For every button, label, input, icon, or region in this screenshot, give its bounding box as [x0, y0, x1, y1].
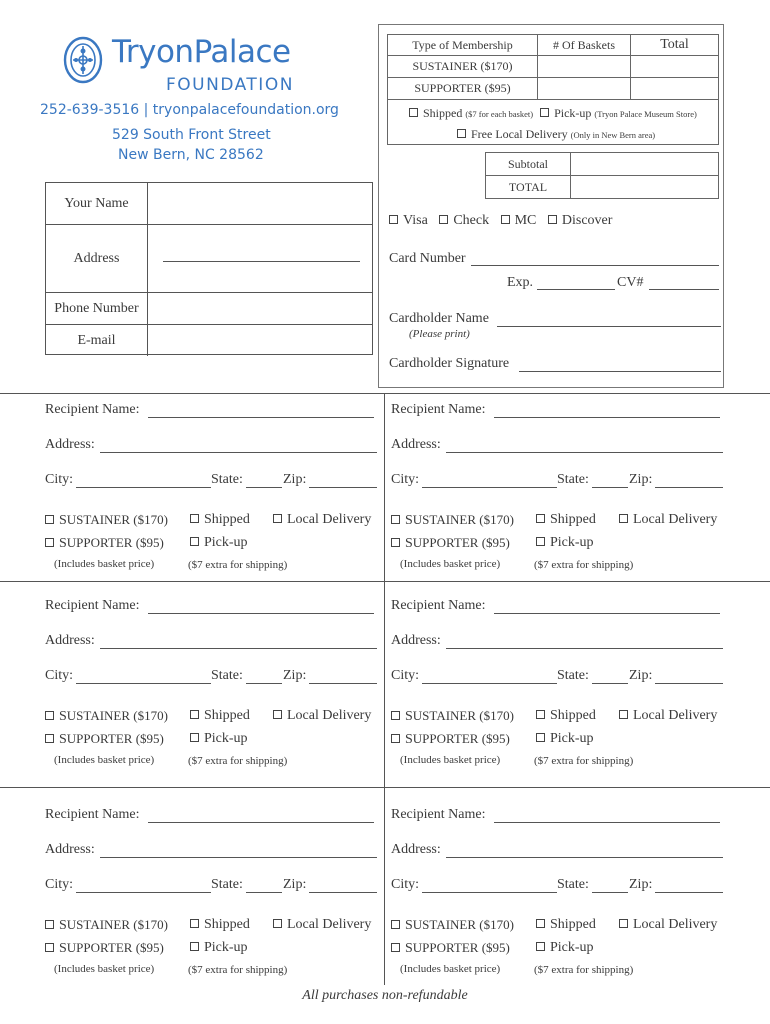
recipient-shipped-option[interactable]: Shipped — [190, 512, 250, 528]
recipient-sustainer-option[interactable]: SUSTAINER ($170) — [45, 917, 168, 934]
recipient-city-line[interactable] — [422, 487, 557, 488]
supporter-checkbox[interactable] — [391, 734, 400, 743]
pickup-checkbox[interactable] — [190, 733, 199, 742]
recipient-city-label: City: — [45, 877, 74, 892]
customer-info-table — [45, 182, 373, 355]
local-delivery-checkbox[interactable] — [273, 514, 282, 523]
divider-vertical-1 — [384, 393, 385, 793]
supporter-checkbox[interactable] — [45, 943, 54, 952]
recipient-address-line[interactable] — [446, 452, 723, 453]
recipient-zip-label: Zip: — [629, 472, 653, 487]
signature-line[interactable] — [519, 371, 721, 372]
cardholder-name-line[interactable] — [497, 326, 721, 327]
includes-basket-note: (Includes basket price) — [54, 754, 155, 766]
includes-basket-note: (Includes basket price) — [400, 754, 501, 766]
shipped-checkbox[interactable] — [409, 108, 418, 117]
visa-label: Visa — [403, 213, 428, 228]
pickup-checkbox[interactable] — [536, 942, 545, 951]
recipient-name-line[interactable] — [494, 613, 720, 614]
recipient-pickup-option[interactable]: Pick-up — [190, 535, 248, 551]
recipient-shipped-option[interactable]: Shipped — [190, 708, 250, 724]
supporter-total-field[interactable] — [630, 77, 719, 100]
contact-phone-web: 252-639-3516 | tryonpalacefoundation.org — [40, 102, 339, 118]
local-delivery-checkbox[interactable] — [619, 514, 628, 523]
recipient-shipped-option[interactable]: Shipped — [536, 512, 596, 528]
address-label: Address — [46, 225, 148, 292]
recipient-address-label: Address: — [391, 842, 441, 857]
visa-checkbox[interactable] — [389, 215, 398, 224]
card-number-line[interactable] — [471, 265, 719, 266]
recipient-state-line[interactable] — [246, 892, 282, 893]
recipient-address-label: Address: — [45, 437, 95, 452]
check-label: Check — [453, 213, 490, 228]
info-row-email[interactable] — [46, 325, 372, 356]
exp-line[interactable] — [537, 289, 615, 290]
recipient-state-label: State: — [211, 877, 243, 892]
recipient-state-label: State: — [557, 668, 589, 683]
brand-name: TryonPalace — [112, 34, 291, 70]
sustainer-total-field[interactable] — [630, 55, 719, 78]
sustainer-baskets-field[interactable] — [537, 55, 631, 78]
brand-subtitle: FOUNDATION — [166, 75, 294, 95]
shipped-checkbox[interactable] — [190, 710, 199, 719]
local-delivery-checkbox[interactable] — [273, 919, 282, 928]
recipient-city-label: City: — [391, 472, 420, 487]
row-sustainer: SUSTAINER ($170) — [387, 55, 538, 78]
recipient-name-label: Recipient Name: — [45, 598, 140, 613]
recipient-address-line[interactable] — [446, 648, 723, 649]
recipient-state-line[interactable] — [592, 892, 628, 893]
recipient-shipped-option[interactable]: Shipped — [536, 917, 596, 933]
check-checkbox[interactable] — [439, 215, 448, 224]
recipient-pickup-option[interactable]: Pick-up — [536, 940, 594, 956]
shipped-checkbox[interactable] — [536, 710, 545, 719]
sustainer-checkbox[interactable] — [45, 920, 54, 929]
recipient-zip-label: Zip: — [283, 472, 307, 487]
payment-type-options — [389, 213, 612, 229]
recipient-address-label: Address: — [391, 437, 441, 452]
divider-2 — [0, 787, 770, 788]
recipient-supporter-option[interactable]: SUPPORTER ($95) — [45, 940, 164, 957]
recipient-state-label: State: — [211, 472, 243, 487]
footer-note: All purchases non-refundable — [302, 988, 468, 1003]
sustainer-checkbox[interactable] — [391, 515, 400, 524]
recipient-state-line[interactable] — [592, 683, 628, 684]
recipient-local-delivery-option[interactable]: Local Delivery — [273, 917, 371, 933]
discover-label: Discover — [561, 213, 613, 228]
name-label: Your Name — [46, 183, 148, 224]
shipped-option[interactable]: Shipped ($7 for each basket) Pick-up (Tryon Palace Museum Store) — [409, 106, 697, 121]
recipient-city-line[interactable] — [422, 683, 557, 684]
info-row-address[interactable] — [46, 225, 372, 293]
cardholder-name-label: Cardholder Name — [389, 311, 489, 326]
supporter-baskets-field[interactable] — [537, 77, 631, 100]
recipient-supporter-option[interactable]: SUPPORTER ($95) — [45, 731, 164, 748]
col-total: Total — [630, 34, 719, 56]
shipped-checkbox[interactable] — [536, 514, 545, 523]
recipient-address-line[interactable] — [100, 857, 377, 858]
sustainer-checkbox[interactable] — [45, 515, 54, 524]
divider-top — [0, 393, 770, 394]
recipient-shipped-option[interactable]: Shipped — [190, 917, 250, 933]
street-address: 529 South Front Street — [112, 127, 271, 143]
signature-label: Cardholder Signature — [389, 356, 510, 371]
recipient-name-label: Recipient Name: — [391, 807, 486, 822]
sustainer-checkbox[interactable] — [391, 711, 400, 720]
recipient-city-line[interactable] — [76, 683, 211, 684]
recipient-zip-label: Zip: — [629, 877, 653, 892]
recipient-zip-line[interactable] — [309, 892, 377, 893]
recipient-zip-label: Zip: — [283, 877, 307, 892]
shipping-extra-note: ($7 extra for shipping) — [534, 559, 634, 571]
recipient-local-delivery-option[interactable]: Local Delivery — [619, 917, 717, 933]
recipient-zip-line[interactable] — [309, 683, 377, 684]
recipient-pickup-option[interactable]: Pick-up — [190, 940, 248, 956]
recipient-sustainer-option[interactable]: SUSTAINER ($170) — [45, 512, 168, 529]
recipient-local-delivery-option[interactable]: Local Delivery — [619, 708, 717, 724]
pickup-checkbox[interactable] — [190, 942, 199, 951]
sustainer-checkbox[interactable] — [45, 711, 54, 720]
recipient-name-label: Recipient Name: — [391, 598, 486, 613]
recipient-shipped-option[interactable]: Shipped — [536, 708, 596, 724]
recipient-zip-line[interactable] — [655, 892, 723, 893]
recipient-city-label: City: — [45, 472, 74, 487]
supporter-checkbox[interactable] — [45, 538, 54, 547]
recipient-sustainer-option[interactable]: SUSTAINER ($170) — [391, 512, 514, 529]
foundation-logo-icon — [62, 34, 104, 86]
recipient-supporter-option[interactable]: SUPPORTER ($95) — [391, 731, 510, 748]
recipient-pickup-option[interactable]: Pick-up — [190, 731, 248, 747]
local-delivery-checkbox[interactable] — [619, 919, 628, 928]
shipped-checkbox[interactable] — [190, 514, 199, 523]
sustainer-checkbox[interactable] — [391, 920, 400, 929]
recipient-pickup-option[interactable]: Pick-up — [536, 731, 594, 747]
recipient-sustainer-option[interactable]: SUSTAINER ($170) — [391, 708, 514, 725]
recipient-name-line[interactable] — [494, 417, 720, 418]
recipient-name-line[interactable] — [148, 417, 374, 418]
recipient-pickup-option[interactable]: Pick-up — [536, 535, 594, 551]
local-delivery-checkbox[interactable] — [273, 710, 282, 719]
info-row-phone[interactable] — [46, 293, 372, 325]
recipient-state-label: State: — [557, 877, 589, 892]
recipient-name-line[interactable] — [148, 822, 374, 823]
discover-checkbox[interactable] — [548, 215, 557, 224]
col-baskets: # Of Baskets — [537, 34, 631, 56]
recipient-state-line[interactable] — [592, 487, 628, 488]
shipped-checkbox[interactable] — [536, 919, 545, 928]
mc-checkbox[interactable] — [501, 215, 510, 224]
recipient-city-label: City: — [391, 668, 420, 683]
recipient-city-label: City: — [391, 877, 420, 892]
recipient-state-label: State: — [557, 472, 589, 487]
recipient-address-label: Address: — [45, 633, 95, 648]
local-delivery-checkbox[interactable] — [457, 129, 466, 138]
recipient-address-line[interactable] — [446, 857, 723, 858]
email-label: E-mail — [46, 325, 148, 356]
recipient-local-delivery-option[interactable]: Local Delivery — [273, 708, 371, 724]
cv-line[interactable] — [649, 289, 719, 290]
recipient-supporter-option[interactable]: SUPPORTER ($95) — [45, 535, 164, 552]
recipient-state-label: State: — [211, 668, 243, 683]
includes-basket-note: (Includes basket price) — [54, 558, 155, 570]
please-print-note: (Please print) — [409, 328, 470, 340]
recipient-address-label: Address: — [45, 842, 95, 857]
pickup-checkbox[interactable] — [540, 108, 549, 117]
recipient-sustainer-option[interactable]: SUSTAINER ($170) — [45, 708, 168, 725]
col-membership-type: Type of Membership — [387, 34, 538, 56]
shipping-extra-note: ($7 extra for shipping) — [188, 964, 288, 976]
recipient-city-line[interactable] — [76, 892, 211, 893]
total-label: TOTAL — [485, 175, 571, 199]
includes-basket-note: (Includes basket price) — [54, 963, 155, 975]
recipient-address-line[interactable] — [100, 452, 377, 453]
card-number-label: Card Number — [389, 251, 466, 266]
recipient-state-line[interactable] — [246, 683, 282, 684]
recipient-state-line[interactable] — [246, 487, 282, 488]
recipient-name-line[interactable] — [494, 822, 720, 823]
recipient-address-label: Address: — [391, 633, 441, 648]
recipient-zip-line[interactable] — [655, 487, 723, 488]
shipped-checkbox[interactable] — [190, 919, 199, 928]
row-supporter: SUPPORTER ($95) — [387, 77, 538, 100]
recipient-name-label: Recipient Name: — [45, 807, 140, 822]
recipient-local-delivery-option[interactable]: Local Delivery — [619, 512, 717, 528]
recipient-name-line[interactable] — [148, 613, 374, 614]
supporter-checkbox[interactable] — [391, 943, 400, 952]
cv-label: CV# — [617, 275, 644, 290]
recipient-city-line[interactable] — [76, 487, 211, 488]
recipient-city-label: City: — [45, 668, 74, 683]
address-line — [163, 261, 360, 262]
recipient-local-delivery-option[interactable]: Local Delivery — [273, 512, 371, 528]
local-delivery-checkbox[interactable] — [619, 710, 628, 719]
mc-label: MC — [514, 213, 537, 228]
recipient-supporter-option[interactable]: SUPPORTER ($95) — [391, 940, 510, 957]
recipient-supporter-option[interactable]: SUPPORTER ($95) — [391, 535, 510, 552]
recipient-address-line[interactable] — [100, 648, 377, 649]
recipient-sustainer-option[interactable]: SUSTAINER ($170) — [391, 917, 514, 934]
info-row-name[interactable] — [46, 183, 372, 225]
recipient-zip-line[interactable] — [655, 683, 723, 684]
divider-vertical-2 — [384, 787, 385, 985]
recipient-name-label: Recipient Name: — [45, 402, 140, 417]
pickup-checkbox[interactable] — [536, 733, 545, 742]
pickup-checkbox[interactable] — [190, 537, 199, 546]
exp-label: Exp. — [507, 275, 534, 290]
recipient-zip-label: Zip: — [629, 668, 653, 683]
pickup-checkbox[interactable] — [536, 537, 545, 546]
subtotal-field[interactable] — [570, 152, 719, 176]
city-address: New Bern, NC 28562 — [118, 147, 264, 163]
recipient-name-label: Recipient Name: — [391, 402, 486, 417]
divider-1 — [0, 581, 770, 582]
shipping-extra-note: ($7 extra for shipping) — [188, 755, 288, 767]
recipient-zip-label: Zip: — [283, 668, 307, 683]
subtotal-label: Subtotal — [485, 152, 571, 176]
local-delivery-option[interactable]: Free Local Delivery (Only in New Bern area) — [457, 127, 655, 142]
phone-label: Phone Number — [46, 293, 148, 324]
recipient-zip-line[interactable] — [309, 487, 377, 488]
recipient-city-line[interactable] — [422, 892, 557, 893]
supporter-checkbox[interactable] — [391, 538, 400, 547]
shipping-extra-note: ($7 extra for shipping) — [534, 755, 634, 767]
total-field[interactable] — [570, 175, 719, 199]
order-payment-box — [378, 24, 724, 388]
includes-basket-note: (Includes basket price) — [400, 558, 501, 570]
supporter-checkbox[interactable] — [45, 734, 54, 743]
includes-basket-note: (Includes basket price) — [400, 963, 501, 975]
shipping-extra-note: ($7 extra for shipping) — [534, 964, 634, 976]
shipping-extra-note: ($7 extra for shipping) — [188, 559, 288, 571]
